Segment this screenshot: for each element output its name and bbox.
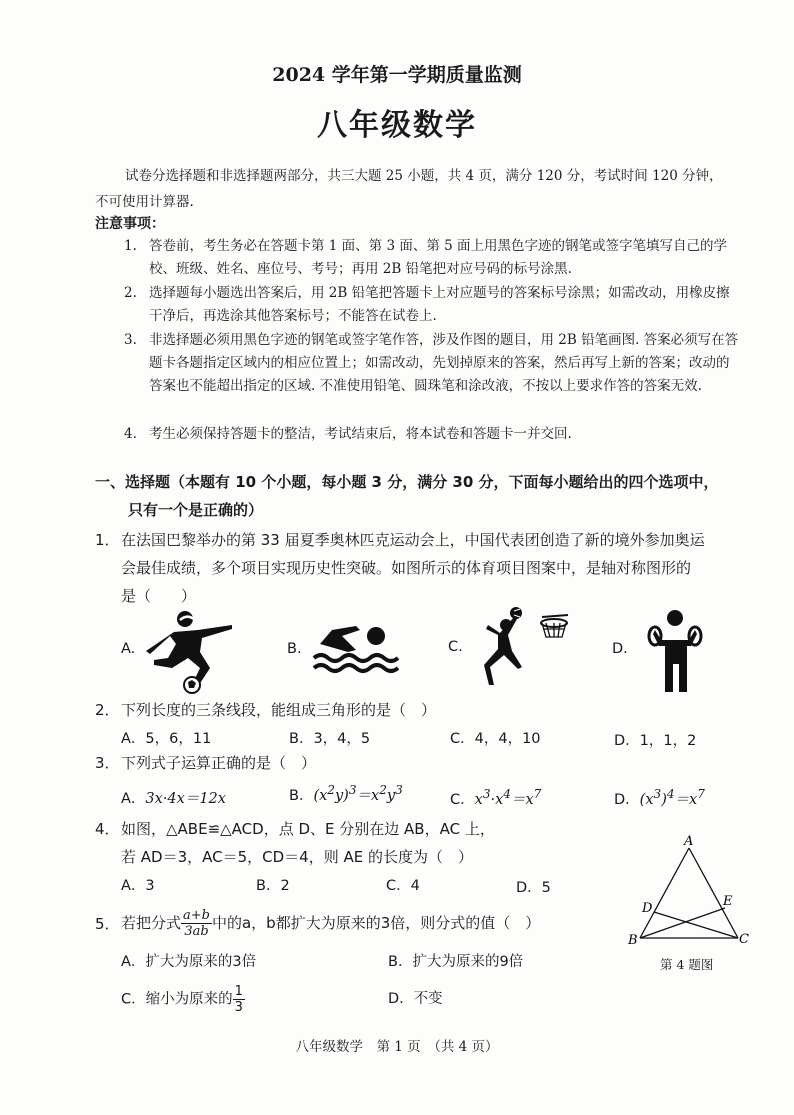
q5-option-c-numerator: 1 [234, 984, 243, 999]
q3-number: 3． [95, 754, 120, 772]
q5-fraction-numerator: a+b [183, 908, 210, 923]
note-text: 答卷前，考生务必在答题卡第 1 面、第 3 面、第 5 面上用黑色字迹的钢笔或签字笔填写自己的学校、班级、姓名、座位号、考号；再用 2B 铅笔把对应号码的标号涂黑. [149, 238, 728, 277]
q5-option-b: B．扩大为原来的9倍 [388, 954, 524, 970]
note-text: 非选择题必须用黑色字迹的钢笔或签字笔作答，涉及作图的题目，用 2B 铅笔画图. 答案必须写在答题卡各题指定区域内的相应位置上；如需改动，先划掉原来的答案，然后再写上新的答案；改动的答案也不能超出指定的区域. 不准使用铅笔、圆珠笔和涂改液，不按以上要求作答的答案无效. [149, 332, 739, 394]
q3-option-b-expr: $(x^2y)^3=x^2y^3$ [313, 783, 403, 804]
section-heading [95, 468, 745, 524]
q5-stem [121, 906, 540, 940]
note-number: 4. [124, 426, 137, 442]
note-text: 考生必须保持答题卡的整洁，考试结束后，将本试卷和答题卡一并交回. [149, 426, 572, 442]
exam-title: 2024 学年第一学期质量监测 [272, 64, 522, 86]
q3-option-b-label: B． [289, 787, 314, 804]
subject-title: 八年级数学 [317, 108, 477, 143]
q4-option-c: C．4 [386, 878, 420, 894]
q3-option-c-expr: $x^3\cdot x^4=x^7$ [474, 787, 542, 808]
q4-triangle-figure [622, 830, 757, 955]
q4-stem [121, 815, 495, 871]
q5-option-c-denominator: 3 [234, 1000, 243, 1015]
q1-option-c-label: C. [448, 639, 463, 655]
q3-option-c [450, 787, 541, 809]
note-number: 3. [124, 332, 137, 348]
q4-option-d: D．5 [516, 880, 551, 896]
vertex-label-e: E [723, 894, 733, 909]
q1-option-b-label: B. [287, 641, 302, 657]
q1-number: 1． [95, 531, 120, 549]
note-item [124, 329, 740, 398]
q5-option-c-fraction [233, 984, 245, 1015]
q2-option-b: B．3，4，5 [289, 731, 371, 747]
q5-stem-before: 若把分式 [121, 914, 182, 932]
q1-stem-line1: 在法国巴黎举办的第 33 届夏季奥林匹克运动会上，中国代表团创造了新的境外参加奥运 [121, 531, 705, 549]
section-heading-line1: 一、选择题（本题有 10 个小题，每小题 3 分，满分 30 分，下面每小题给出的四个选项中， [95, 473, 719, 491]
q3-option-a-label: A． [121, 791, 146, 807]
q4-stem-line2: 若 AD＝3，AC＝5，CD＝4，则 AE 的长度为（ ） [121, 848, 473, 866]
q5-number: 5． [95, 915, 120, 933]
q5-stem-after: 中的a，b都扩大为原来的3倍，则分式的值（ ） [211, 914, 541, 932]
notes-heading: 注意事项： [95, 216, 165, 232]
note-number: 1. [124, 238, 137, 254]
page-footer: 八年级数学 第 1 页 （共 4 页） [295, 1039, 499, 1055]
note-item [124, 235, 740, 281]
gymnast-rings-icon [645, 600, 705, 695]
q3-option-d [614, 787, 705, 809]
q3-option-a-expr: 3x·4x＝12x [145, 791, 226, 807]
note-text: 选择题每小题选出答案后，用 2B 铅笔把答题卡上对应题号的答案标号涂黑；如需改动，用橡皮擦干净后，再选涂其他答案标号；不能答在试卷上. [149, 285, 730, 324]
vertex-label-d: D [642, 901, 653, 916]
note-item [124, 423, 740, 446]
q4-option-b: B．2 [256, 878, 290, 894]
vertex-label-b: B [628, 933, 638, 948]
swimmer-icon [312, 620, 400, 675]
q5-fraction [181, 908, 212, 939]
basketball-player-icon [470, 605, 570, 690]
note-item [124, 282, 740, 328]
q4-number: 4． [95, 820, 120, 838]
q3-option-a [121, 787, 226, 808]
q1-option-d-label: D. [612, 641, 628, 657]
q1-option-a-label: A. [121, 641, 136, 657]
note-number: 2. [124, 285, 137, 301]
q5-option-c-text: C．缩小为原来的 [121, 991, 233, 1008]
q3-option-d-label: D． [614, 791, 640, 808]
q1-stem [121, 526, 741, 610]
q5-option-a: A．扩大为原来的3倍 [121, 954, 257, 970]
vertex-label-a: A [684, 834, 694, 849]
q3-option-d-expr: $(x^3)^4=x^7$ [639, 787, 705, 808]
q3-option-b [289, 783, 403, 805]
q4-stem-line1: 如图，△ABE≌△ACD，点 D、E 分别在边 AB，AC 上， [121, 820, 495, 838]
q5-fraction-denominator: 3ab [184, 924, 209, 939]
q2-option-d: D．1，1，2 [614, 733, 697, 749]
section-heading-line2: 只有一个是正确的） [128, 501, 264, 519]
q3-option-c-label: C． [450, 791, 475, 808]
q1-stem-line3: 是（ ） [121, 587, 197, 605]
q1-stem-line2: 会最佳成绩，多个项目实现历史性突破。如图所示的体育项目图案中，是轴对称图形的 [121, 559, 692, 577]
exam-intro: 试卷分选择题和非选择题两部分，共三大题 25 小题，共 4 页，满分 120 分，考试时间 120 分钟，不可使用计算器. [95, 168, 723, 210]
q2-number: 2． [95, 701, 120, 719]
q3-stem: 下列式子运算正确的是（ ） [121, 754, 317, 772]
q5-option-c [121, 984, 245, 1015]
q4-figure-caption: 第 4 题图 [660, 957, 714, 972]
vertex-label-c: C [739, 932, 749, 947]
soccer-player-icon [142, 610, 237, 695]
q4-option-a: A．3 [121, 878, 155, 894]
q2-option-c: C．4，4，10 [450, 731, 541, 747]
q2-stem: 下列长度的三条线段，能组成三角形的是（ ） [121, 701, 437, 719]
q5-option-d: D．不变 [388, 991, 443, 1007]
q2-option-a: A．5，6，11 [121, 731, 212, 747]
